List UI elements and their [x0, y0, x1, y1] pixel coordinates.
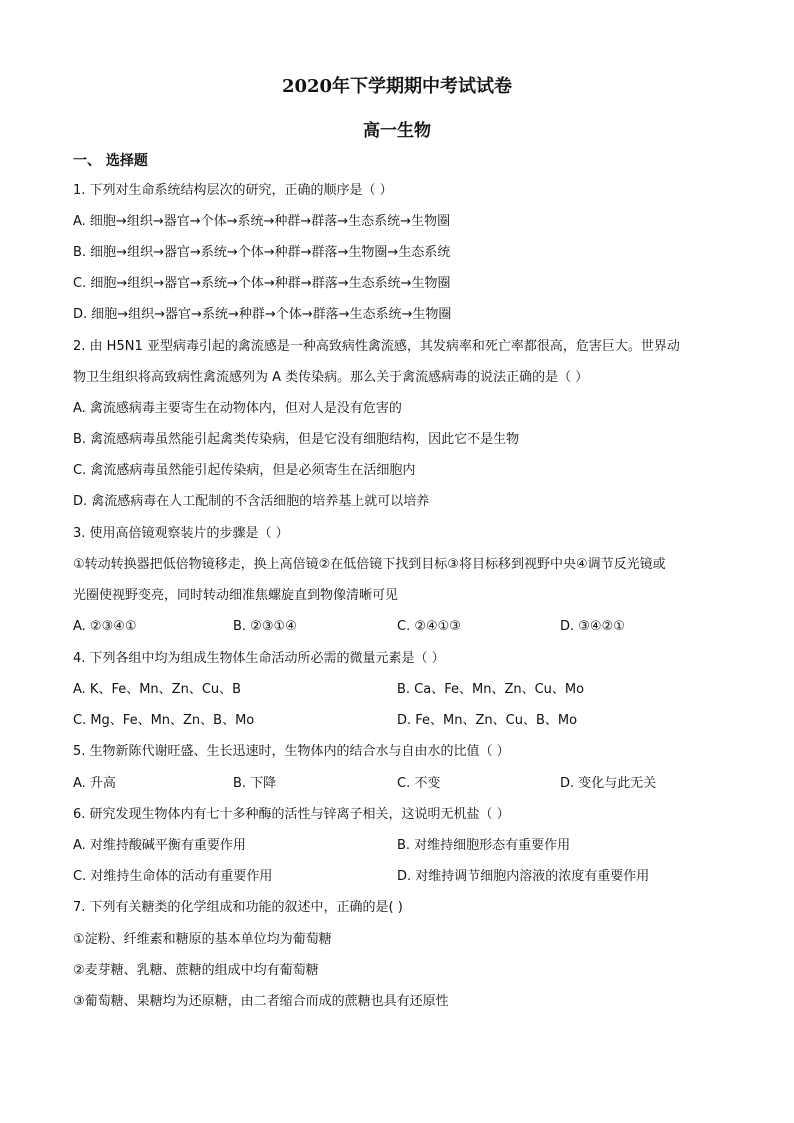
q4-stem: 4. 下列各组中均为组成生物体生命活动所必需的微量元素是（ ）: [73, 651, 445, 666]
q2-stem-line1: 2. 由 H5N1 亚型病毒引起的禽流感是一种高致病性禽流感，其发病率和死亡率都很高，危害巨大。世界动: [73, 339, 680, 354]
q3-option-d: D. ③④②①: [560, 619, 625, 634]
q5-options: [73, 775, 733, 793]
q2-stem-line2: 物卫生组织将高致病性禽流感列为 A 类传染病。那么关于禽流感病毒的说法正确的是（ ）: [73, 370, 589, 385]
q1-option-b: B. 细胞→组织→器官→系统→个体→种群→群落→生物圈→生态系统: [73, 245, 451, 260]
q1-option-d: D. 细胞→组织→器官→系统→种群→个体→群落→生态系统→生物圈: [73, 307, 452, 322]
q4-option-b: B. Ca、Fe、Mn、Zn、Cu、Mo: [397, 682, 585, 697]
q2-option-a: A. 禽流感病毒主要寄生在动物体内，但对人是没有危害的: [73, 401, 402, 416]
q5-option-b: B. 下降: [233, 776, 277, 791]
q4-options-row1: [73, 681, 733, 699]
q1-option-a: A. 细胞→组织→器官→个体→系统→种群→群落→生态系统→生物圈: [73, 214, 451, 229]
q7-statement-1: ①淀粉、纤维素和糖原的基本单位均为葡萄糖: [73, 932, 332, 947]
q7-statement-2: ②麦芽糖、乳糖、蔗糖的组成中均有葡萄糖: [73, 963, 319, 978]
exam-title: 2020年下学期期中考试试卷: [281, 76, 513, 97]
q6-option-b: B. 对维持细胞形态有重要作用: [397, 838, 571, 853]
exam-subject: 高一生物: [363, 121, 431, 141]
q1-option-c: C. 细胞→组织→器官→系统→个体→种群→群落→生态系统→生物圈: [73, 276, 451, 291]
section-heading: 一、 选择题: [73, 153, 148, 169]
q3-desc-line1: ①转动转换器把低倍物镜移走，换上高倍镜②在低倍镜下找到目标③将目标移到视野中央④调节反光镜或: [73, 557, 666, 572]
q5-option-a: A. 升高: [73, 776, 116, 791]
q6-option-c: C. 对维持生命体的活动有重要作用: [73, 869, 273, 884]
q6-options-row2: [73, 868, 733, 886]
q3-desc-line2: 光圈使视野变亮，同时转动细准焦螺旋直到物像清晰可见: [73, 588, 399, 603]
q1-stem: 1. 下列对生命系统结构层次的研究，正确的顺序是（ ）: [73, 183, 393, 198]
q2-option-d: D. 禽流感病毒在人工配制的不含活细胞的培养基上就可以培养: [73, 494, 430, 509]
q3-option-c: C. ②④①③: [397, 619, 461, 634]
q3-option-a: A. ②③④①: [73, 619, 137, 634]
q3-option-b: B. ②③①④: [233, 619, 297, 634]
q3-stem: 3. 使用高倍镜观察装片的步骤是（ ）: [73, 526, 289, 541]
q7-statement-3: ③葡萄糖、果糖均为还原糖，由二者缩合而成的蔗糖也具有还原性: [73, 994, 449, 1009]
q6-stem: 6. 研究发现生物体内有七十多种酶的活性与锌离子相关，这说明无机盐（ ）: [73, 807, 510, 822]
q5-option-d: D. 变化与此无关: [560, 776, 657, 791]
q6-option-d: D. 对维持调节细胞内溶液的浓度有重要作用: [397, 869, 650, 884]
q6-option-a: A. 对维持酸碱平衡有重要作用: [73, 838, 246, 853]
q3-options: [73, 618, 733, 636]
q4-option-c: C. Mg、Fe、Mn、Zn、B、Mo: [73, 713, 255, 728]
q6-options-row1: [73, 837, 733, 855]
q4-option-d: D. Fe、Mn、Zn、Cu、B、Mo: [397, 713, 578, 728]
q2-option-c: C. 禽流感病毒虽然能引起传染病，但是必须寄生在活细胞内: [73, 463, 416, 478]
q4-option-a: A. K、Fe、Mn、Zn、Cu、B: [73, 682, 242, 697]
q5-option-c: C. 不变: [397, 776, 441, 791]
q4-options-row2: [73, 712, 733, 730]
q7-stem: 7. 下列有关糖类的化学组成和功能的叙述中，正确的是( ): [73, 900, 403, 915]
q2-option-b: B. 禽流感病毒虽然能引起禽类传染病，但是它没有细胞结构，因此它不是生物: [73, 432, 520, 447]
q5-stem: 5. 生物新陈代谢旺盛、生长迅速时，生物体内的结合水与自由水的比值（ ）: [73, 744, 510, 759]
